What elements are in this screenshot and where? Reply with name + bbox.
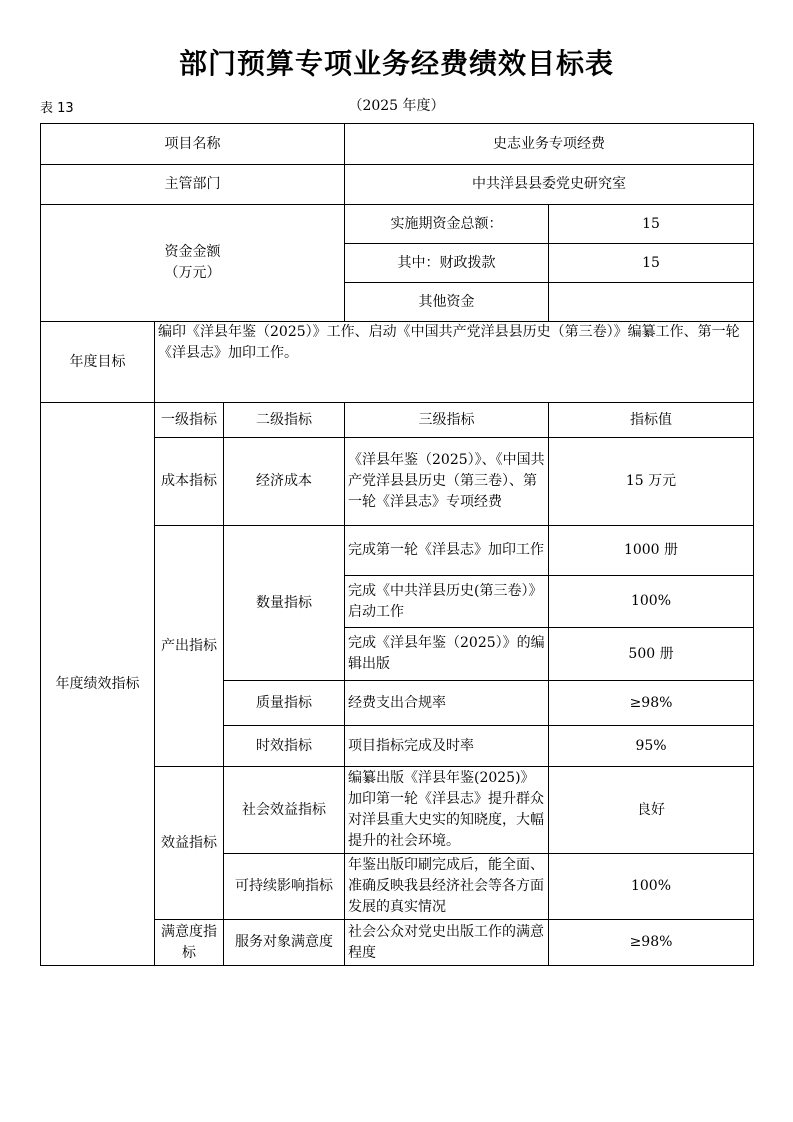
quality-label: 质量指标 bbox=[224, 681, 345, 726]
table-row bbox=[41, 124, 754, 165]
quantity-1-text: 完成第一轮《洋县志》加印工作 bbox=[345, 526, 549, 576]
cost-level3: 《洋县年鉴（2025）》、《中国共产党洋县县历史（第三卷）、第一轮《洋县志》专项经费 bbox=[345, 438, 549, 526]
quality-value: ≥98% bbox=[549, 681, 754, 726]
sustain-text: 年鉴出版印刷完成后，能全面、准确反映我县经济社会等各方面发展的真实情况 bbox=[345, 854, 549, 920]
social-benefit-label: 社会效益指标 bbox=[224, 767, 345, 854]
annual-goal-text: 编印《洋县年鉴（2025）》工作、启动《中国共产党洋县县历史（第三卷）》编纂工作、第一轮《洋县志》加印工作。 bbox=[155, 322, 754, 403]
social-benefit-text: 编纂出版《洋县年鉴(2025)》加印第一轮《洋县志》提升群众对洋县重大史实的知晓度，大幅提升的社会环境。 bbox=[345, 767, 549, 854]
header-level1: 一级指标 bbox=[155, 403, 224, 438]
table-number: 表 13 bbox=[40, 101, 74, 116]
header-value: 指标值 bbox=[549, 403, 754, 438]
benefit-level1: 效益指标 bbox=[155, 767, 224, 920]
project-name-value: 史志业务专项经费 bbox=[345, 124, 754, 165]
social-benefit-value: 良好 bbox=[549, 767, 754, 854]
cost-value: 15 万元 bbox=[549, 438, 754, 526]
quantity-2-value: 100% bbox=[549, 576, 754, 628]
header-level2: 二级指标 bbox=[224, 403, 345, 438]
fiscal-funds-label: 其中：财政拨款 bbox=[345, 244, 549, 283]
satisfaction-level1: 满意度指标 bbox=[155, 920, 224, 966]
header-level3: 三级指标 bbox=[345, 403, 549, 438]
indicators-section-label: 年度绩效指标 bbox=[41, 403, 155, 966]
satisfaction-level2: 服务对象满意度 bbox=[224, 920, 345, 966]
annual-goal-label: 年度目标 bbox=[41, 322, 155, 403]
output-level1: 产出指标 bbox=[155, 526, 224, 767]
total-funds-value: 15 bbox=[549, 205, 754, 244]
table-row bbox=[41, 322, 754, 403]
dept-value: 中共洋县县委党史研究室 bbox=[345, 165, 754, 205]
dept-label: 主管部门 bbox=[41, 165, 345, 205]
timely-value: 95% bbox=[549, 726, 754, 767]
table-row bbox=[41, 205, 754, 244]
satisfaction-value: ≥98% bbox=[549, 920, 754, 966]
table-row bbox=[41, 165, 754, 205]
timely-text: 项目指标完成及时率 bbox=[345, 726, 549, 767]
project-name-label: 项目名称 bbox=[41, 124, 345, 165]
other-funds-value bbox=[549, 283, 754, 322]
table-row bbox=[41, 403, 754, 438]
fiscal-funds-value: 15 bbox=[549, 244, 754, 283]
satisfaction-level3: 社会公众对党史出版工作的满意程度 bbox=[345, 920, 549, 966]
cost-level1: 成本指标 bbox=[155, 438, 224, 526]
quantity-3-value: 500 册 bbox=[549, 628, 754, 681]
quantity-label: 数量指标 bbox=[224, 526, 345, 681]
timely-label: 时效指标 bbox=[224, 726, 345, 767]
quantity-3-text: 完成《洋县年鉴（2025）》的编辑出版 bbox=[345, 628, 549, 681]
total-funds-label: 实施期资金总额： bbox=[345, 205, 549, 244]
sustain-value: 100% bbox=[549, 854, 754, 920]
funds-label: 资金金额 （万元） bbox=[41, 205, 345, 322]
sustain-label: 可持续影响指标 bbox=[224, 854, 345, 920]
other-funds-label: 其他资金 bbox=[345, 283, 549, 322]
quantity-2-text: 完成《中共洋县历史(第三卷）》启动工作 bbox=[345, 576, 549, 628]
quality-text: 经费支出合规率 bbox=[345, 681, 549, 726]
quantity-1-value: 1000 册 bbox=[549, 526, 754, 576]
page-title: 部门预算专项业务经费绩效目标表 bbox=[178, 47, 614, 80]
performance-target-table bbox=[40, 123, 754, 966]
cost-level2: 经济成本 bbox=[224, 438, 345, 526]
fiscal-year: （2025 年度） bbox=[348, 98, 445, 114]
